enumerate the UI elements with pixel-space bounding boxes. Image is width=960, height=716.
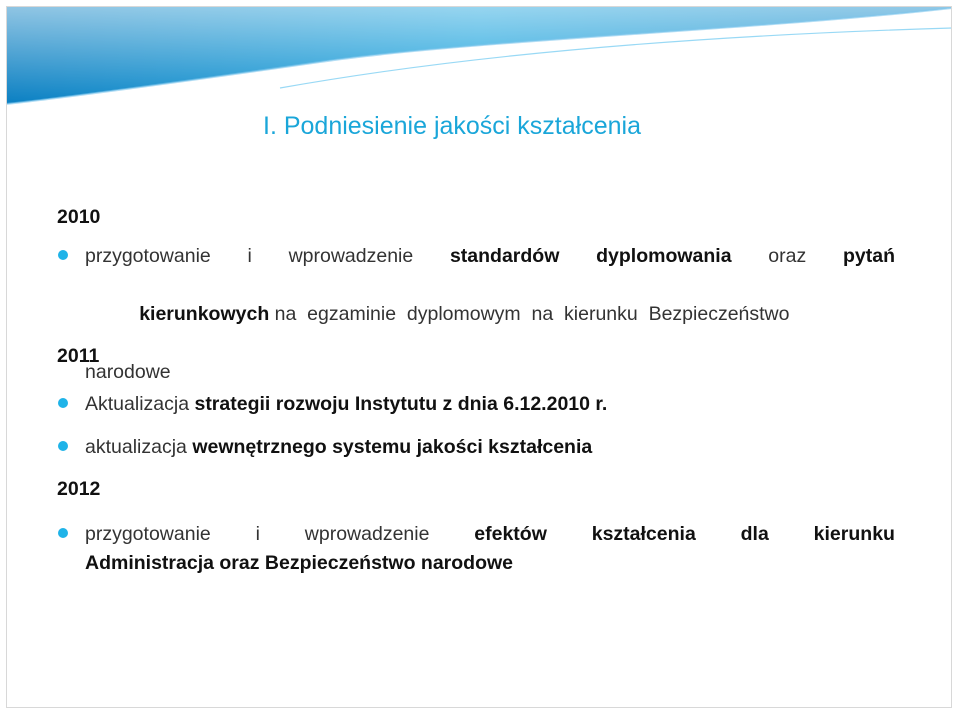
slide: I. Podniesienie jakości kształcenia 2010 przygotowanie i wprowadzenie standardów dyplomowania oraz pytań kierunkowych na egzaminie dyplomowym na kierunku Bezpieczeństwo narodowe 2011 Aktualizacja strategii rozwoju Instytutu z dnia 6.12.2010 r. aktualizacja wewnętrznego systemu jakości kształcenia 2012 przygotowanie i wprowadzenie efektów kształcenia dla kierunku Administracja oraz Bezpieczeństwo narodowe <box>0 0 960 716</box>
bullet-icon <box>58 441 68 451</box>
bullet-line: przygotowanie i wprowadzenie standardów dyplomowania oraz pytań <box>85 245 895 267</box>
bullet-icon <box>58 250 68 260</box>
bullet-icon <box>58 528 68 538</box>
bullet-line: przygotowanie i wprowadzenie efektów kształcenia dla kierunku <box>85 523 895 545</box>
bullet-line: Administracja oraz Bezpieczeństwo narodowe <box>85 552 514 574</box>
bullet-line: kierunkowych na egzaminie dyplomowym na kierunku Bezpieczeństwo <box>139 303 790 325</box>
slide-title: I. Podniesienie jakości kształcenia <box>263 112 641 140</box>
year-heading-2010: 2010 <box>57 206 101 228</box>
bullet-line: narodowe <box>85 361 171 383</box>
bullet-icon <box>58 398 68 408</box>
year-heading-2012: 2012 <box>57 478 101 500</box>
year-heading-2011: 2011 <box>57 345 100 367</box>
